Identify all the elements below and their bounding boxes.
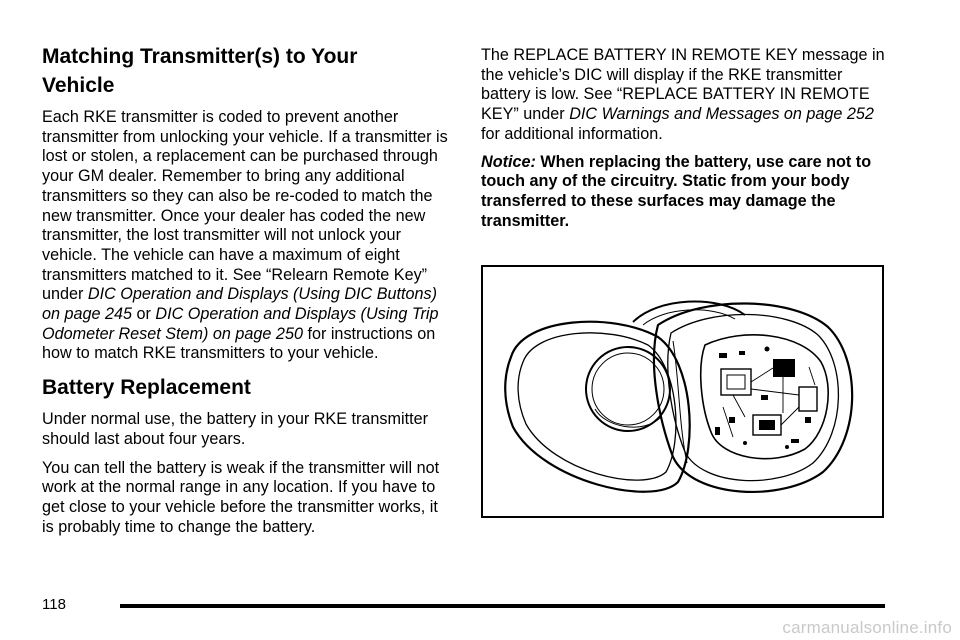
heading-matching-transmitters — [42, 42, 454, 100]
left-column — [42, 42, 454, 546]
heading-matching-line2: Vehicle — [42, 74, 115, 97]
notice-text: When replacing the battery, use care not to touch any of the circuitry. Static from your body transferred to these surfaces may damage the transmitter. — [481, 152, 872, 230]
replace-battery-text: The REPLACE BATTERY IN REMOTE KEY message in the vehicle’s DIC will display if the RKE transmitter battery is low. See “REPLACE BATTERY IN REMOTE KEY” under — [481, 46, 885, 124]
battery-weak-paragraph: You can tell the battery is weak if the transmitter will not work at the normal range in any location. If you have to get close to your vehicle before the transmitter works, it is probably time to change the battery. — [42, 458, 440, 536]
matching-paragraph-text: Each RKE transmitter is coded to prevent another transmitter from unlocking your vehicle. If a transmitter is lost or stolen, a replacement can be purchased through your GM dealer. Remember to bring any additional transmitters so they can also be re-coded to match the new transmitter. Once your dealer has coded the new transmitter, the lost transmitter will not unlock your vehicle. The vehicle can have a maximum of eight transmitters matched to it. See “Relearn Remote Key” under — [42, 108, 448, 304]
matching-paragraph — [42, 108, 454, 364]
circuit-chip-1 — [773, 359, 795, 377]
ref-dic-warnings-link[interactable]: DIC Warnings and Messages on page 252 — [569, 105, 874, 124]
left-shell-outer — [505, 322, 689, 492]
circuit-chip-2 — [799, 387, 817, 411]
notice-paragraph — [481, 153, 891, 232]
circuit-components — [715, 347, 811, 450]
replace-battery-paragraph — [481, 46, 891, 145]
transmitter-drawing — [483, 267, 882, 516]
notice-label: Notice: — [481, 152, 536, 171]
page-number: 118 — [42, 596, 66, 613]
footer-rule — [120, 604, 885, 608]
matching-paragraph-tail: for instructions on how to match RKE transmitters to your vehicle. — [42, 324, 436, 363]
heading-battery-replacement: Battery Replacement — [42, 376, 251, 400]
battery-life-paragraph: Under normal use, the battery in your RKE transmitter should last about four years. — [42, 410, 428, 448]
replace-battery-tail: for additional information. — [481, 124, 663, 143]
watermark: carmanualsonline.info — [782, 618, 952, 637]
right-shell-inner — [668, 314, 839, 480]
circuit-chip-3-core — [759, 420, 775, 430]
coin-battery-outline — [586, 347, 670, 431]
right-column — [481, 46, 891, 239]
circuit-switch-inner — [727, 375, 745, 389]
right-shell-outer — [654, 303, 852, 491]
transmitter-illustration — [481, 265, 884, 518]
ref-dic-trip-odometer-link[interactable]: DIC Operation and Displays (Using Trip Odometer Reset Stem) on page 250 — [42, 305, 439, 343]
circuit-switch — [721, 369, 751, 395]
ref-dic-buttons-link[interactable]: DIC Operation and Displays (Using DIC Buttons) on page 245 — [42, 285, 437, 324]
matching-paragraph-or: or — [132, 305, 156, 324]
heading-matching-line1: Matching Transmitter(s) to Your — [42, 45, 358, 68]
